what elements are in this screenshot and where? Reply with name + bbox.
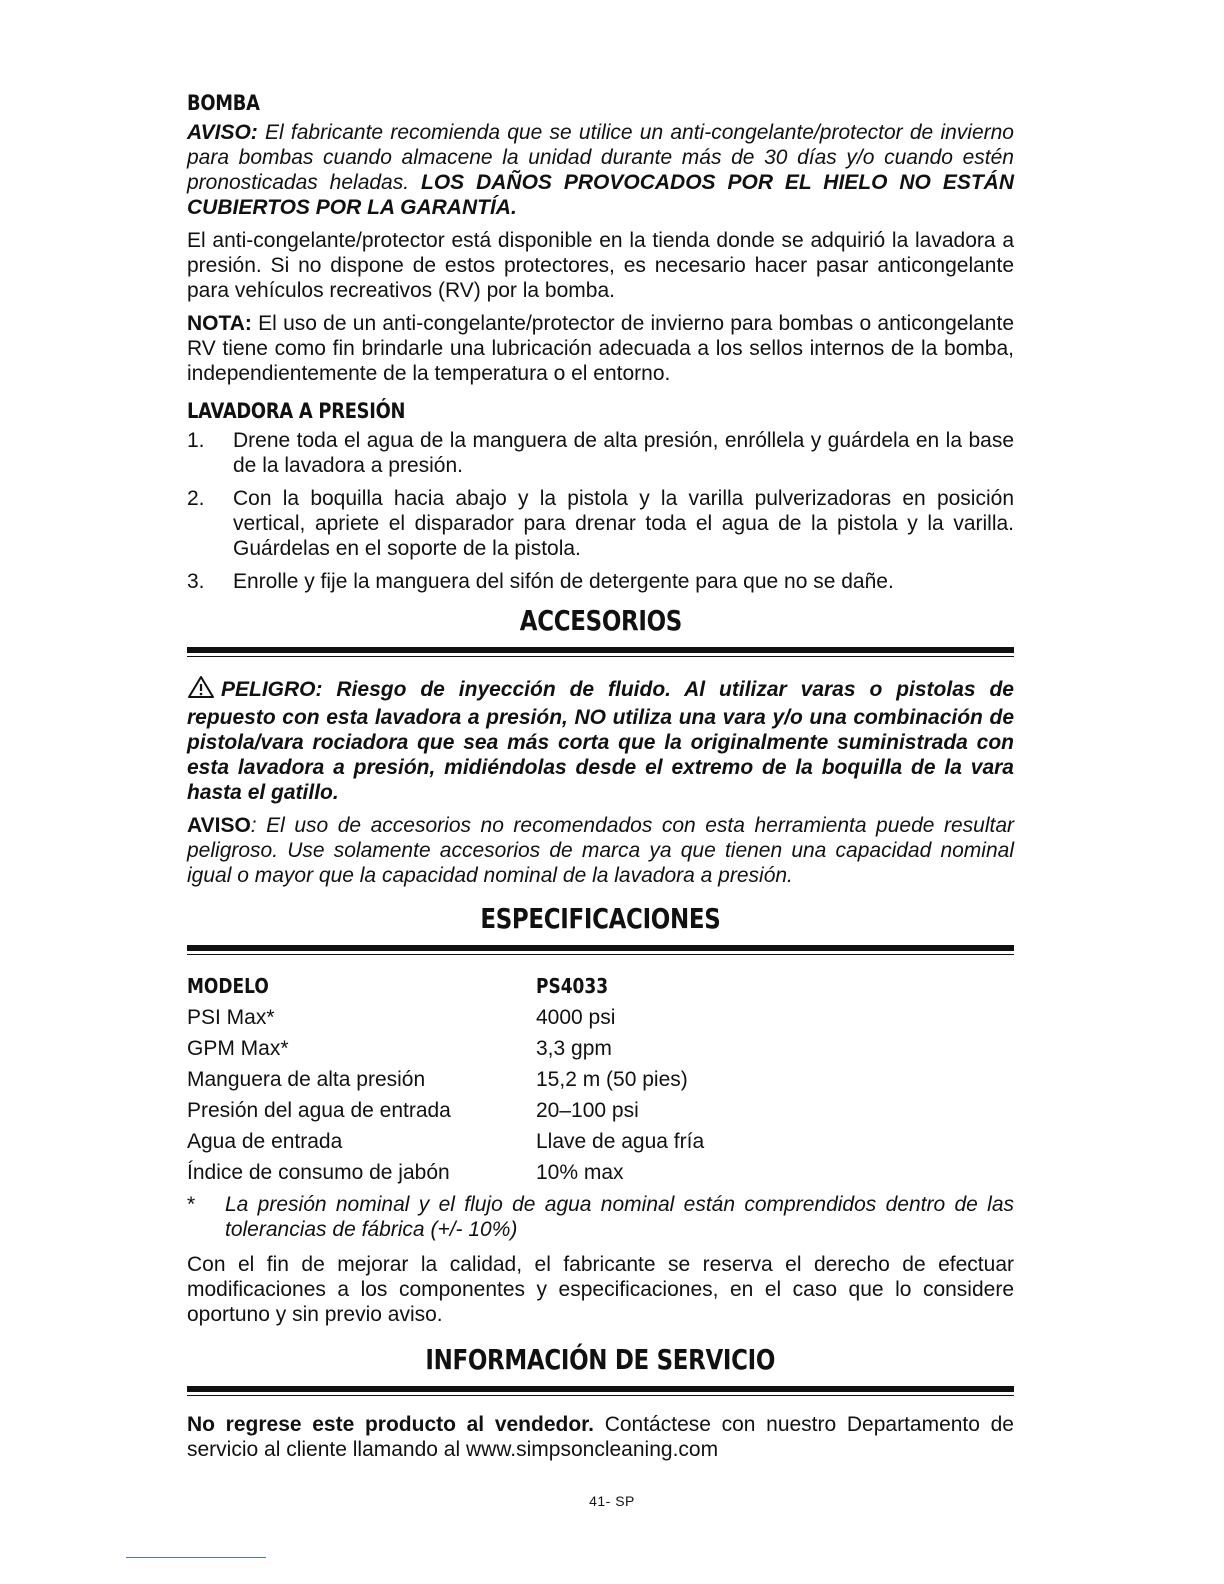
nota-label: NOTA:	[187, 312, 252, 335]
spec-value: 20–100 psi	[536, 1098, 639, 1122]
footer-divider	[126, 1557, 266, 1558]
accesorios-section	[187, 604, 1014, 657]
list-item	[187, 569, 1014, 594]
spec-label: Manguera de alta presión	[187, 1067, 426, 1091]
list-item	[187, 486, 1014, 561]
servicio-contact: Contáctese con nuestro Departamento de servicio al cliente llamando al www.simpsoncleaning.com	[187, 1413, 1014, 1461]
footnote-marker: *	[187, 1193, 196, 1216]
accesorios-aviso	[187, 813, 1014, 888]
aviso-text: : El uso de accesorios no recomendados con esta herramienta puede resultar peligroso. Use solamente accesorios de marca ya que tienen una capacidad nominal igual o mayor que la capacidad nominal de la lavadora a presión.	[187, 814, 1014, 887]
peligro-warning	[187, 675, 1014, 805]
table-row	[187, 1095, 1014, 1126]
spec-label: Presión del agua de entrada	[187, 1098, 451, 1122]
servicio-bold: No regrese este producto al vendedor.	[187, 1413, 595, 1436]
step-number: 1.	[187, 429, 205, 452]
lavadora-heading: LAVADORA A PRESIÓN	[187, 399, 406, 423]
servicio-title: INFORMACIÓN DE SERVICIO	[425, 1343, 776, 1376]
step-number: 2.	[187, 487, 205, 510]
spec-label: Índice de consumo de jabón	[187, 1160, 450, 1184]
bomba-aviso	[187, 120, 1014, 220]
peligro-text: PELIGRO: Riesgo de inyección de fluido. Al utilizar varas o pistolas de repuesto con esta lavadora a presión, NO utiliza una vara y/o una combinación de pistola/vara rociadora que sea más corta que la originalmente suministrada con esta lavadora a presión, midiéndolas desde el extremo de la boquilla de la vara hasta el gatillo.	[187, 678, 1014, 804]
table-row	[187, 1064, 1014, 1095]
aviso-text: El fabricante recomienda que se utilice un anti-congelante/protector de invierno para bombas cuando almacene la unidad durante más de 30 días y/o cuando estén pronosticadas heladas.	[187, 121, 1014, 194]
spec-value: 10% max	[536, 1160, 624, 1184]
spec-table	[187, 971, 1014, 1188]
spec-value: 4000 psi	[536, 1005, 616, 1029]
spec-label: PSI Max*	[187, 1005, 275, 1029]
nota-text: El uso de un anti-congelante/protector de invierno para bombas o anticongelante RV tiene como fin brindarle una lubricación adecuada a los sellos internos de la bomba, independientemente de la temperatura o el entorno.	[187, 312, 1014, 385]
section-divider	[187, 1386, 1014, 1396]
table-header-row	[187, 971, 1014, 1002]
spec-value: 15,2 m (50 pies)	[536, 1067, 688, 1091]
spec-label: GPM Max*	[187, 1036, 289, 1060]
document-page	[187, 90, 1014, 1462]
spec-note: Con el fin de mejorar la calidad, el fabricante se reserva el derecho de efectuar modificaciones a los componentes y especificaciones, en el caso que lo considere oportuno y sin previo aviso.	[187, 1253, 1014, 1326]
lavadora-steps	[187, 428, 1014, 594]
section-divider	[187, 945, 1014, 955]
step-number: 3.	[187, 570, 205, 593]
list-item	[187, 428, 1014, 478]
table-row	[187, 1033, 1014, 1064]
step-text: Con la boquilla hacia abajo y la pistola y la varilla pulverizadoras en posición vertical, apriete el disparador para drenar toda el agua de la pistola y la varilla. Guárdelas en el soporte de la pistola.	[233, 487, 1014, 560]
bomba-heading: BOMBA	[187, 91, 260, 115]
accesorios-title: ACCESORIOS	[519, 604, 682, 637]
page-number: 41- SP	[589, 1493, 635, 1509]
especificaciones-section	[187, 902, 1014, 955]
section-divider	[187, 647, 1014, 657]
table-row	[187, 1157, 1014, 1188]
table-row	[187, 1002, 1014, 1033]
footnote-text: La presión nominal y el flujo de agua nominal están comprendidos dentro de las tolerancias de fábrica (+/- 10%)	[225, 1193, 1014, 1241]
spec-footnote	[187, 1192, 1014, 1242]
spec-value: Llave de agua fría	[536, 1129, 705, 1153]
step-text: Drene toda el agua de la manguera de alta presión, enróllela y guárdela en la base de la lavadora a presión.	[233, 429, 1014, 477]
table-header-cell: MODELO	[187, 974, 269, 998]
aviso-bold-text: LOS DAÑOS PROVOCADOS POR EL HIELO NO ESTÁN CUBIERTOS POR LA GARANTÍA.	[187, 171, 1014, 219]
table-row	[187, 1126, 1014, 1157]
aviso-label: AVISO:	[187, 121, 258, 144]
servicio-text	[187, 1412, 1014, 1462]
spec-label: Agua de entrada	[187, 1129, 343, 1153]
table-header-cell: PS4033	[536, 974, 609, 998]
step-text: Enrolle y fije la manguera del sifón de detergente para que no se dañe.	[233, 570, 894, 593]
bomba-nota	[187, 311, 1014, 386]
especificaciones-title: ESPECIFICACIONES	[480, 902, 721, 935]
bomba-paragraph: El anti-congelante/protector está disponible en la tienda donde se adquirió la lavadora a presión. Si no dispone de estos protectores, es necesario hacer pasar anticongelante para vehículos recreativos (RV) por la bomba.	[187, 229, 1014, 302]
spec-value: 3,3 gpm	[536, 1036, 612, 1060]
aviso-label: AVISO	[187, 814, 251, 837]
servicio-section	[187, 1343, 1014, 1396]
warning-triangle-icon	[187, 675, 215, 705]
